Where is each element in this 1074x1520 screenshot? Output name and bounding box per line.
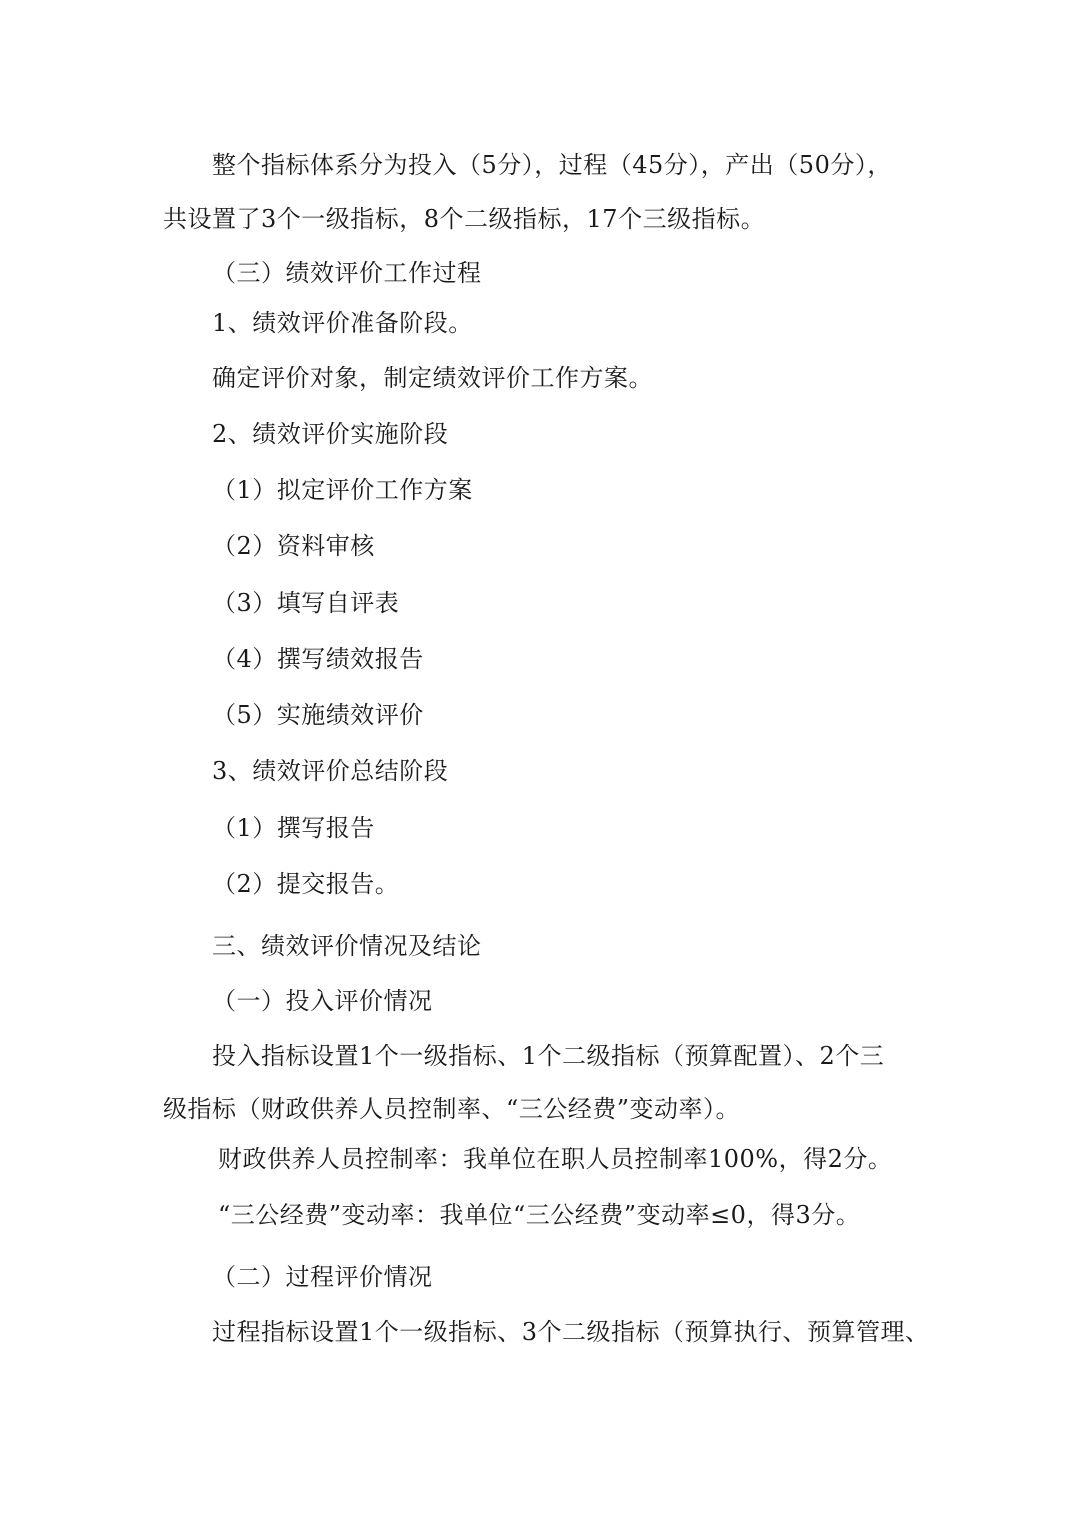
paragraph-indicator-system-line2: 共设置了3个一级指标，8个二级指标，17个三级指标。 (163, 205, 766, 233)
heading-implementation-stage: 2、绩效评价实施阶段 (212, 420, 449, 448)
heading-summary-stage: 3、绩效评价总结阶段 (212, 757, 449, 785)
list-item-3: （3）填写自评表 (212, 589, 400, 617)
list-item-2: （2）资料审核 (212, 532, 375, 560)
paragraph-input-line2: 级指标（财政供养人员控制率、“三公经费”变动率）。 (163, 1095, 741, 1123)
paragraph-process-line1: 过程指标设置1个一级指标、3个二级指标（预算执行、预算管理、 (212, 1318, 930, 1346)
summary-item-1: （1）撰写报告 (212, 814, 375, 842)
list-item-4: （4）撰写绩效报告 (212, 645, 424, 673)
list-item-1: （1）拟定评价工作方案 (212, 476, 473, 504)
section-heading-evaluation: 三、绩效评价情况及结论 (212, 932, 482, 960)
heading-process-evaluation: （二）过程评价情况 (212, 1263, 433, 1291)
paragraph-preparation-detail: 确定评价对象，制定绩效评价工作方案。 (212, 364, 653, 392)
paragraph-input-line1: 投入指标设置1个一级指标、1个二级指标（预算配置）、2个三 (212, 1042, 885, 1070)
heading-input-evaluation: （一）投入评价情况 (212, 987, 433, 1015)
heading-work-process: （三）绩效评价工作过程 (212, 259, 482, 287)
list-item-5: （5）实施绩效评价 (212, 701, 424, 729)
paragraph-three-public-expenses: “三公经费”变动率：我单位“三公经费”变动率≤0，得3分。 (218, 1201, 861, 1229)
paragraph-indicator-system-line1: 整个指标体系分为投入（5分），过程（45分），产出（50分）， (212, 151, 892, 179)
paragraph-staff-control-rate: 财政供养人员控制率：我单位在职人员控制率100%，得2分。 (218, 1145, 893, 1173)
heading-preparation-stage: 1、绩效评价准备阶段。 (212, 309, 473, 337)
summary-item-2: （2）提交报告。 (212, 870, 400, 898)
